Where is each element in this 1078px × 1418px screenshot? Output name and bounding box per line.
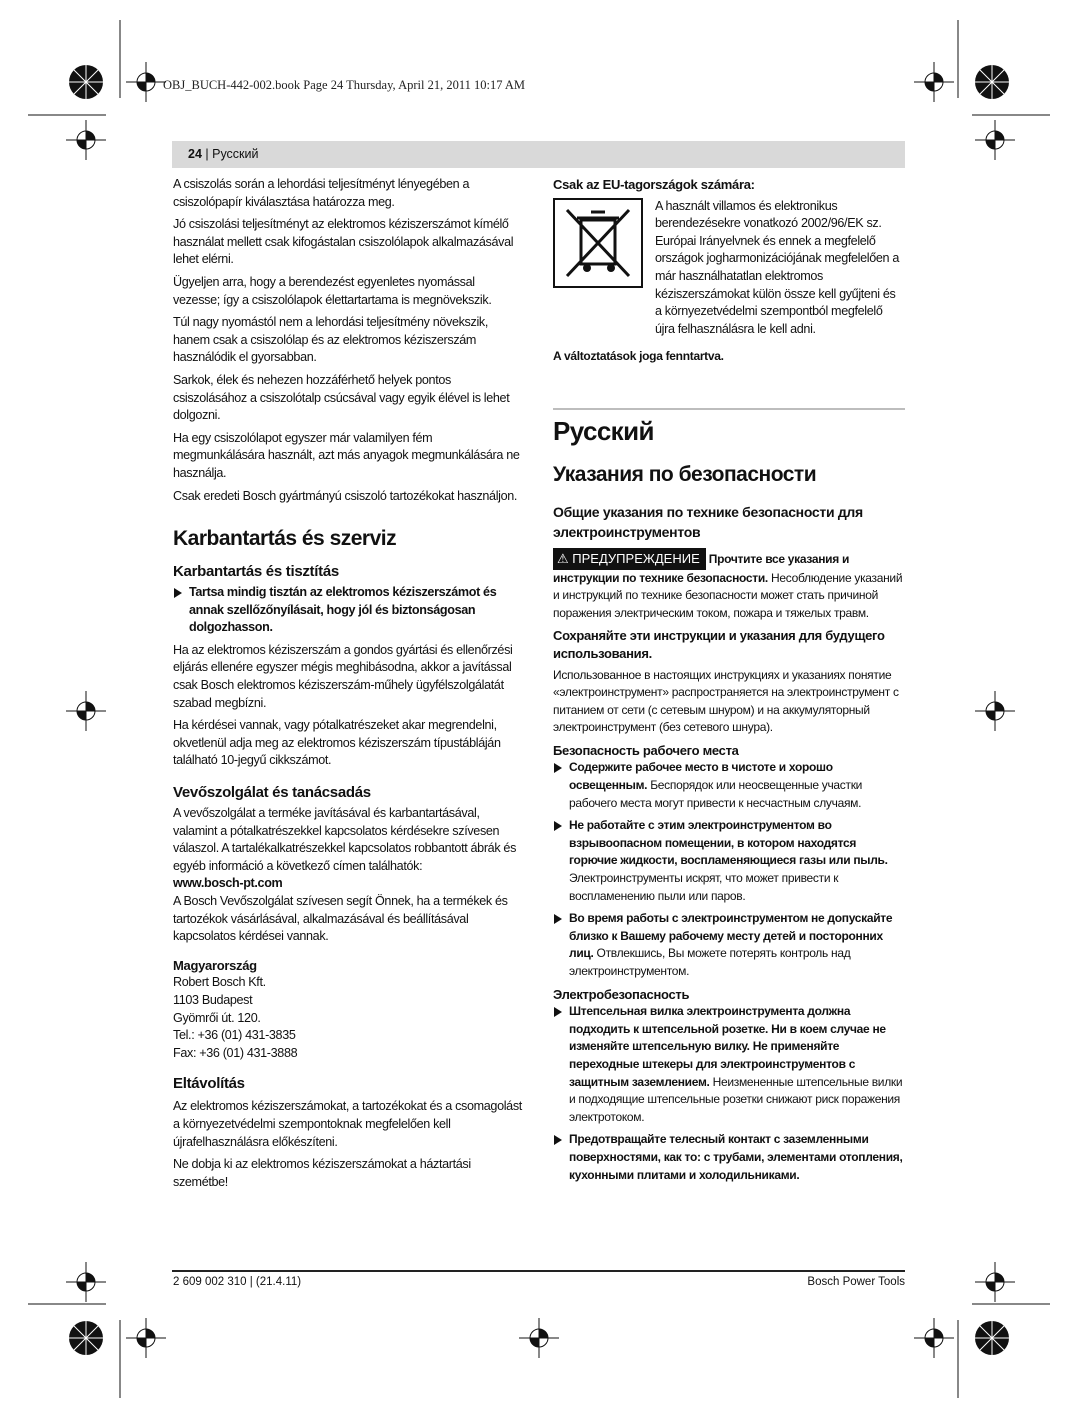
warning-paragraph <box>553 548 905 622</box>
warning-label: ПРЕДУПРЕЖДЕНИЕ <box>572 550 700 566</box>
paragraph: Ne dobja ki az elektromos kéziszerszámokat a háztartási szemétbe! <box>173 1157 471 1189</box>
maintenance-bullet: Tartsa mindig tisztán az elektromos kéziszerszámot és annak szellőzőnyílásait, hogy jól és biztonságosan dolgozhasson. <box>173 584 523 637</box>
eu-text: A használt villamos és elektronikus berendezésekre vonatkozó 2002/96/EK sz. Európai Irányelvnek és ennek a megfelelő országok jogharmonizációjának megfelelően a már használhatatlan elektromos kéziszerszámokat külön össze kell gyűjteni és a környezetvédelmi szempontból megfelelő újra felhasználásra le kell adni. <box>655 198 899 336</box>
paragraph: Ha az elektromos kéziszerszám a gondos gyártási és ellenőrzési eljárás ellenére egyszer mégis meghibásodna, akkor a javítással csak Bosch elektromos kéziszerszám-műhely ügyfélszolgálatát szabad megbízni. <box>173 642 513 710</box>
address-tel: Tel.: +36 (01) 431-3835 <box>173 1028 296 1043</box>
paragraph: Túl nagy nyomástól nem a lehordási teljesítmény növekszik, hanem csak a csiszolólap és az elektromos kéziszerszám használódik el gyorsabban. <box>173 315 488 365</box>
workplace-heading: Безопасность рабочего места <box>553 742 739 758</box>
disposal-heading: Eltávolítás <box>173 1075 245 1093</box>
bullet-text: Отвлекшись, Вы можете потерять контроль над электроинструментом. <box>569 946 851 978</box>
section-title: Karbantartás és szerviz <box>173 527 397 551</box>
warning-badge: ⚠ ПРЕДУПРЕЖДЕНИЕ <box>553 548 706 570</box>
paragraph: A vevőszolgálat a terméke javításával és karbantartásával, valamint a pótalkatrészekkel kapcsolatos kérdésekre szívesen válaszol. A tartalékalkatrészekkel kapcsolatos robbantott ábrák és egyéb információ a következő címen találhatók: <box>173 806 517 873</box>
print-header: OBJ_BUCH-442-002.book Page 24 Thursday, April 21, 2011 10:17 AM <box>163 78 526 92</box>
registration-target-icon <box>975 1262 1015 1302</box>
keep-heading: Сохраняйте эти инструкции и указания для будущего использования. <box>553 628 885 661</box>
bullet-bold: Во время работы с электроинструментом не допускайте близко к Вашему рабочему месту детей и посторонних лиц. <box>569 911 893 961</box>
bullet-bold: Предотвращайте телесный контакт с заземленными поверхностями, как то: с трубами, элементами отопления, кухонными плитами и холодильниками. <box>569 1132 903 1182</box>
star-target-icon <box>68 64 104 100</box>
eu-heading: Csak az EU-tagországok számára: <box>553 177 755 192</box>
footer-rule <box>172 1270 905 1272</box>
bullet-bold: Не работайте с этим электроинструментом во взрывоопасном помещении, в котором находятся горючие жидкости, воспламеняющиеся газы или пыль. <box>569 818 888 868</box>
warning-bold: Прочтите все указания и инструкции по технике безопасности. <box>553 551 850 585</box>
address-country: Magyarország <box>173 957 257 973</box>
language-title: Русский <box>553 415 654 446</box>
footer-docnumber: 2 609 002 310 | (21.4.11) <box>173 1276 302 1288</box>
paragraph: Ha egy csiszolólapot egyszer már valamilyen fém megmunkálására használt, azt más anyagok megmunkálására ne használja. <box>173 430 520 480</box>
star-target-icon <box>974 1320 1010 1356</box>
service-heading: Vevőszolgálat és tanácsadás <box>173 784 371 802</box>
workplace-bullet <box>553 817 905 905</box>
star-target-icon <box>68 1320 104 1356</box>
registration-target-icon <box>914 62 954 102</box>
registration-target-icon <box>126 1318 166 1358</box>
electrical-bullet <box>553 1131 905 1184</box>
registration-target-icon <box>975 120 1015 160</box>
footer-brand: Bosch Power Tools <box>807 1276 905 1288</box>
rights-reserved: A változtatások joga fenntartva. <box>553 349 724 364</box>
maintenance-heading: Karbantartás és tisztítás <box>173 563 339 581</box>
registration-target-icon <box>66 120 106 160</box>
registration-target-icon <box>66 691 106 731</box>
registration-target-icon <box>126 62 166 102</box>
paragraph: Ügyeljen arra, hogy a berendezést egyenletes nyomással vezesse; így a csiszolólapok élettartartama is megnövekszik. <box>173 274 492 307</box>
paragraph: Csak eredeti Bosch gyártmányú csiszoló tartozékokat használjon. <box>173 488 518 503</box>
workplace-bullet <box>553 759 905 812</box>
bullet-bold: Штепсельная вилка электроинструмента должна подходить к штепсельной розетке. Ни в коем случае не изменяйте штепсельную вилку. Не применяйте переходные штекеры для электроинструментов с защитным заземлением. <box>569 1004 886 1089</box>
address-city: 1103 Budapest <box>173 992 253 1007</box>
paragraph: Ha kérdései vannak, vagy pótalkatrészeket akar megrendelni, okvetlenül adja meg az elektromos kéziszerszám típustábláján található 10-jegyű cikkszámot. <box>173 718 501 768</box>
general-heading: Общие указания по технике безопасности для электроинструментов <box>553 503 863 540</box>
paragraph: Sarkok, élek és nehezen hozzáférhető helyek pontos csiszolásához a csiszolótalp csúcsával vagy egyik élével is lehet dolgozni. <box>173 372 510 423</box>
safety-title: Указания по безопасности <box>553 462 817 486</box>
bullet-bold: Содержите рабочее место в чистоте и хорошо освещенным. <box>569 760 833 793</box>
registration-target-icon <box>66 1262 106 1302</box>
address-fax: Fax: +36 (01) 431-3888 <box>173 1045 298 1060</box>
electrical-bullet <box>553 1003 905 1126</box>
electrical-heading: Электробезопасность <box>553 986 690 1002</box>
workplace-bullet <box>553 910 905 980</box>
service-url[interactable]: www.bosch-pt.com <box>173 876 283 891</box>
paragraph: A Bosch Vevőszolgálat szívesen segít Önnek, ha a termékek és tartozékok vásárlásával, alkalmazásával és beállításával kapcsolatos kérdései vannak. <box>173 894 508 944</box>
header-separator: | <box>201 147 213 161</box>
header-language: Русский <box>212 147 259 161</box>
running-header <box>172 141 905 168</box>
concept-text: Использованное в настоящих инструкциях и указаниях понятие «электроинструмент» распространяется на электроинструмент с питанием от сети (с сетевым шнуром) и на аккумуляторный электроинструмент (без сетевого шнура). <box>553 667 899 735</box>
bullet-text: Электроинструменты искрят, что может привести к воспламенению пыли или паров. <box>569 871 839 903</box>
right-column <box>553 176 905 1189</box>
crossed-bin-icon <box>553 198 643 288</box>
paragraph: A csiszolás során a lehordási teljesítményt lényegében a csiszolópapír kiválasztása határozza meg. <box>173 177 470 209</box>
registration-target-icon <box>914 1318 954 1358</box>
left-column <box>173 176 523 1196</box>
paragraph: Jó csiszolási teljesítményt az elektromos kéziszerszámot kímélő használat mellett csak kifogástalan csiszolólapok alkalmazásával lehet elérni. <box>173 217 514 267</box>
page-number: 24 <box>188 147 202 161</box>
address-company: Robert Bosch Kft. <box>173 975 266 990</box>
bullet-text: Неизмененные штепсельные вилки и подходящие штепсельные розетки снижают риск поражения электротоком. <box>569 1074 903 1124</box>
warning-text: Несоблюдение указаний и инструкций по технике безопасности может стать причиной поражения электрическим током, пожара и тяжелых травм. <box>553 570 903 620</box>
paragraph: Az elektromos kéziszerszámokat, a tartozékokat és a csomagolást a környezetvédelmi szempontoknak megfelelően kell újrafelhasználásra előkészíteni. <box>173 1099 522 1149</box>
bullet-text: Беспорядок или неосвещенные участки рабочего места могут привести к несчастным случаям. <box>569 778 863 810</box>
running-header-text <box>188 147 259 161</box>
registration-target-icon <box>519 1318 559 1358</box>
address-street: Gyömrői út. 120. <box>173 1010 261 1025</box>
star-target-icon <box>974 64 1010 100</box>
registration-target-icon <box>975 691 1015 731</box>
